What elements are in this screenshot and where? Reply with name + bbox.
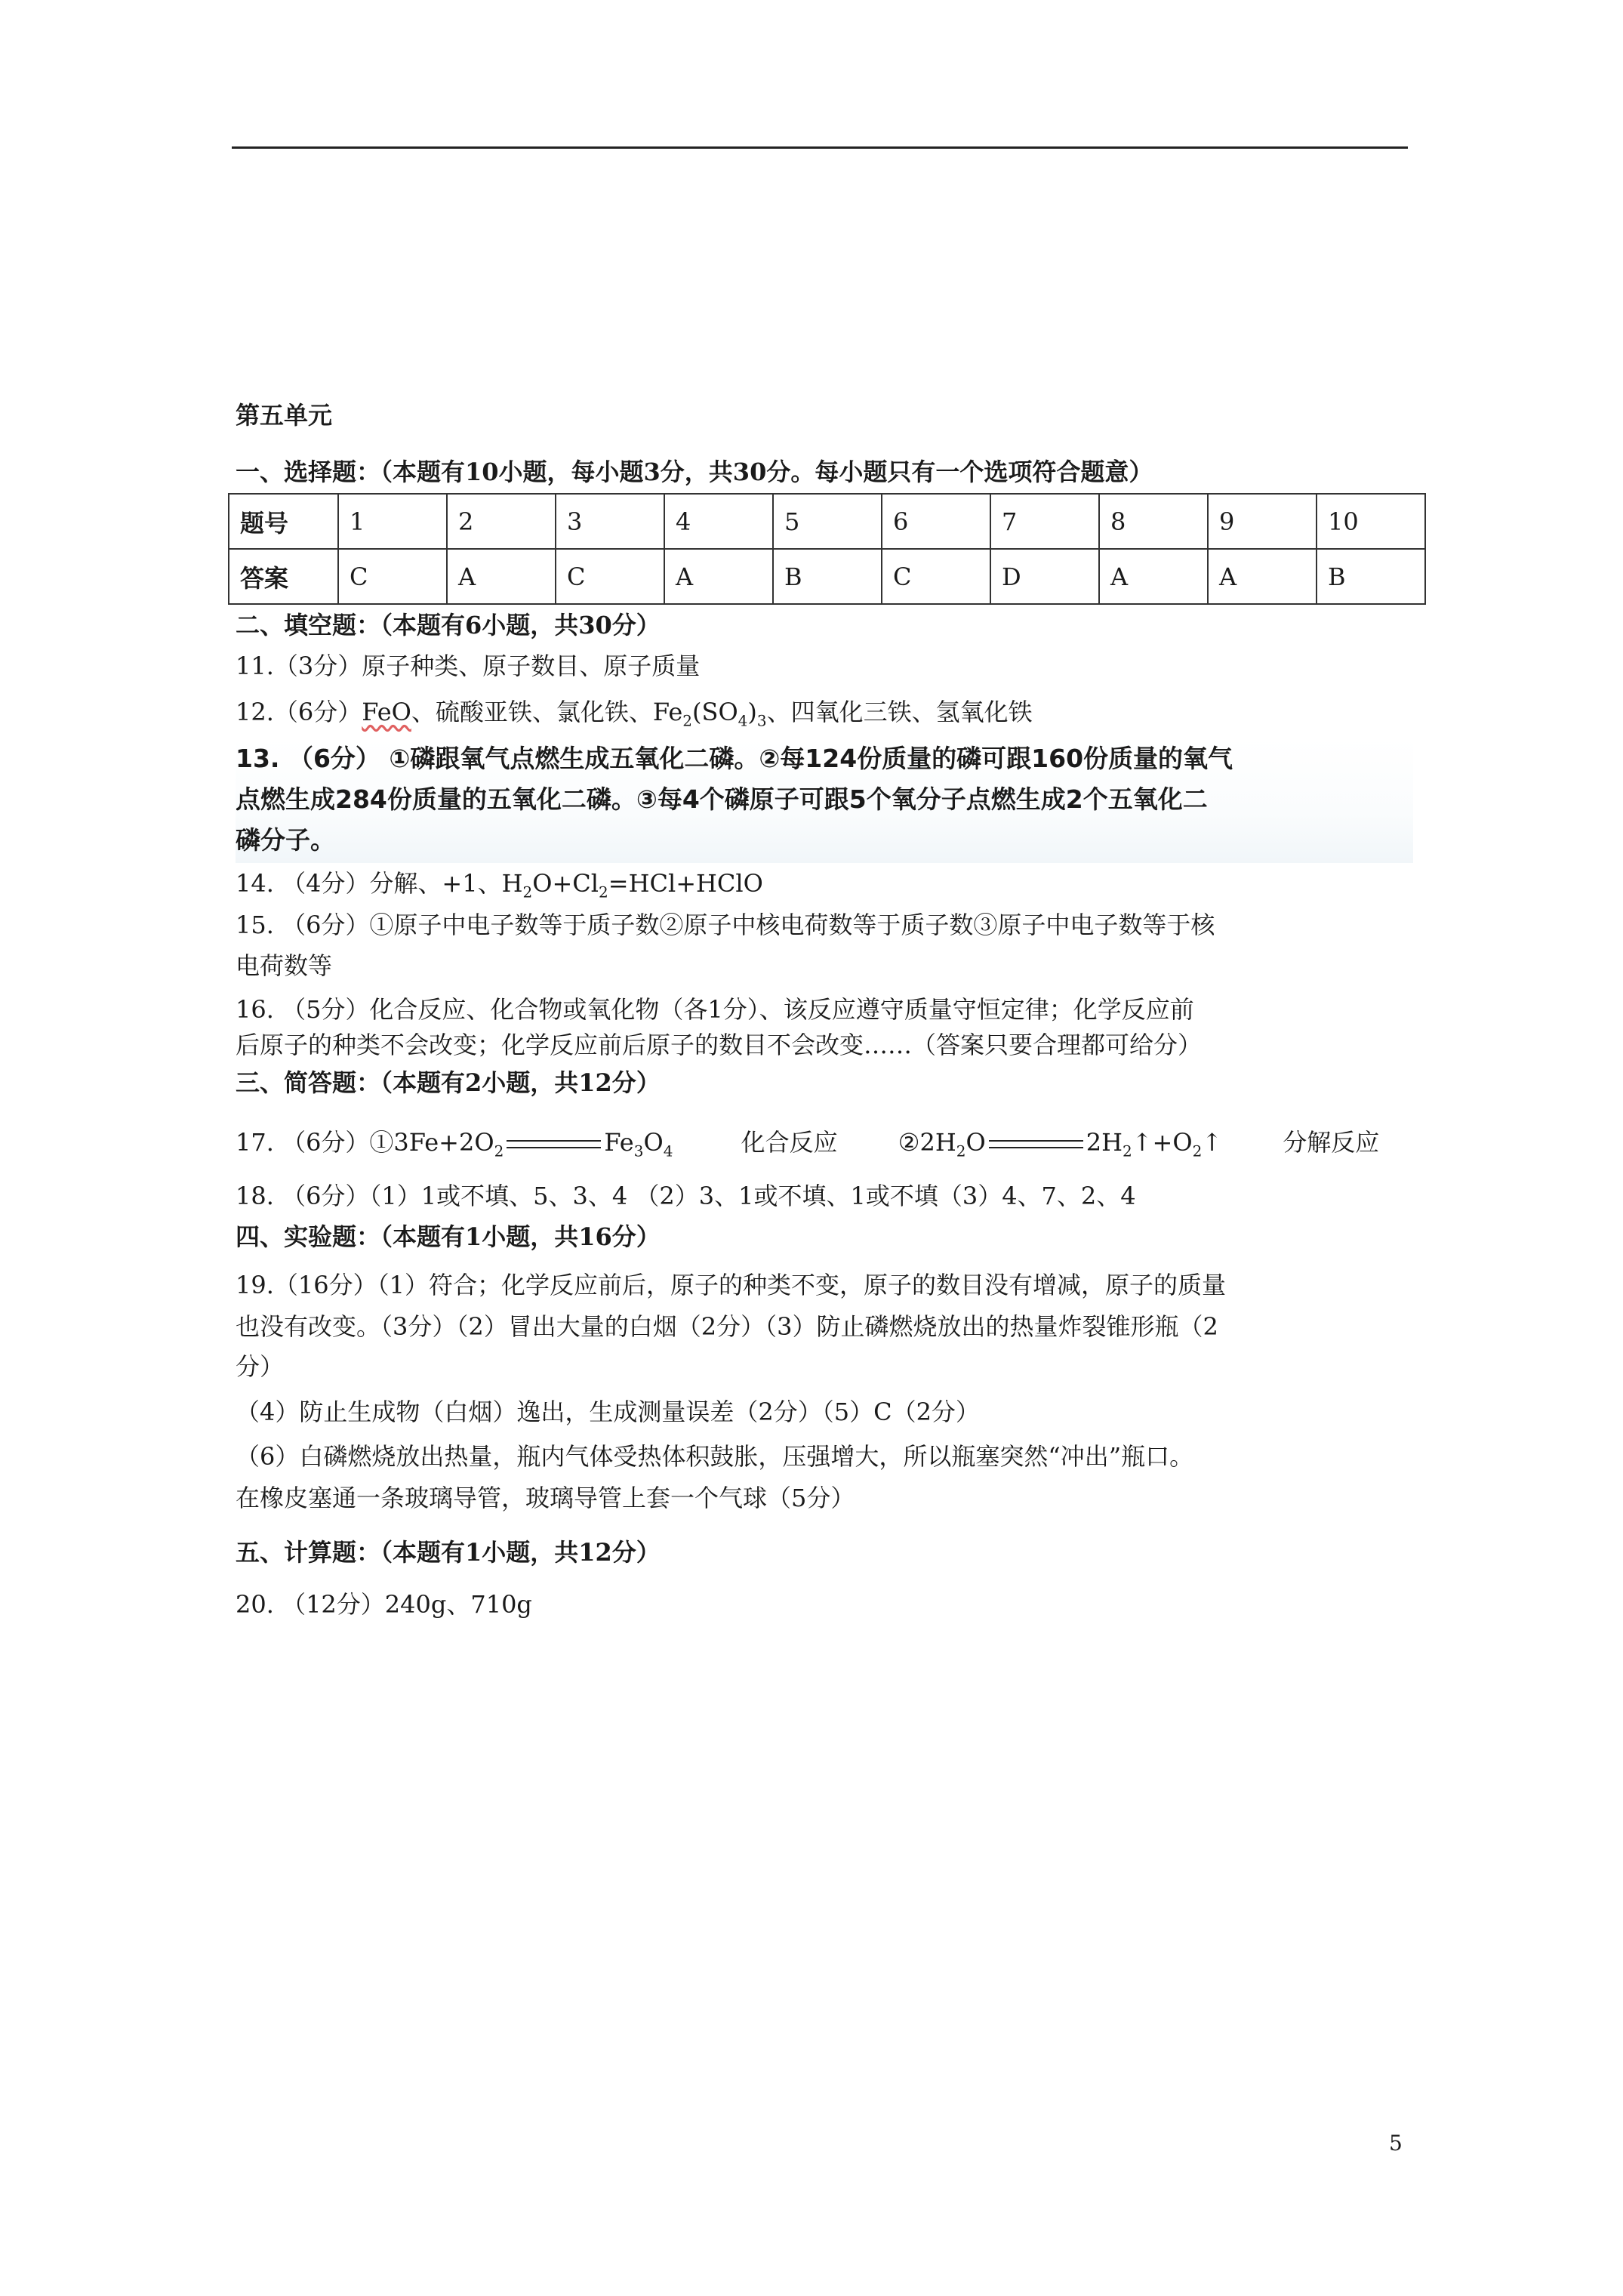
answer-12 (236, 697, 1033, 735)
q17-eq2-end: ↑ (1202, 1128, 1223, 1157)
answer-19-line: 19.（16分）（1）符合；化学反应前后，原子的种类不变，原子的数目没有增减，原子的质量 (236, 1271, 1226, 1299)
table-row-answers (229, 549, 1425, 604)
section-1-title: 一、选择题：（本题有10小题，每小题3分，共30分。每小题只有一个选项符合题意） (236, 458, 1153, 486)
answer-16-line: 16. （5分）化合反应、化合物或氧化物（各1分）、该反应遵守质量守恒定律；化学反应前 (236, 995, 1194, 1024)
answer-19-line: 在橡皮塞通一条玻璃导管，玻璃导管上套一个气球（5分） (236, 1484, 855, 1512)
table-cell: 4 (664, 494, 773, 549)
q14-sub: 2 (599, 883, 608, 901)
answer-13-line: 磷分子。 (236, 825, 335, 855)
answer-13-block (236, 738, 1413, 863)
table-cell: D (990, 549, 1099, 604)
section-2-title: 二、填空题：（本题有6小题，共30分） (236, 611, 661, 639)
reaction-type-1: 化合反应 (741, 1128, 838, 1157)
q14-prefix: 14. （4分）分解、+1、H (236, 869, 523, 898)
table-cell: 10 (1317, 494, 1425, 549)
q12-sub: 4 (738, 711, 748, 730)
q12-sub: 3 (756, 711, 767, 730)
q12-close: ) (747, 698, 757, 726)
q17-product-o: O (643, 1128, 664, 1157)
answer-13-line: 13. （6分） ①磷跟氧气点燃生成五氧化二磷。②每124份质量的磷可跟160份质量的氧气 (236, 744, 1233, 773)
q17-sub: 2 (1192, 1142, 1203, 1160)
table-cell: C (338, 549, 447, 604)
table-cell: 2 (447, 494, 556, 549)
table-cell: 8 (1099, 494, 1208, 549)
table-cell: 3 (556, 494, 664, 549)
q17-eq2-left: ②2H (898, 1128, 956, 1157)
table-cell: 6 (882, 494, 990, 549)
q17-sub: 2 (494, 1142, 504, 1160)
table-cell: C (882, 549, 990, 604)
q14-mid: O+Cl (532, 869, 599, 898)
table-cell: 1 (338, 494, 447, 549)
unit-title: 第五单元 (236, 401, 333, 430)
equals-sign (507, 1140, 601, 1148)
q17-product: Fe (604, 1128, 634, 1157)
q17-eq2-mid: ↑+O (1132, 1128, 1193, 1157)
table-cell: 9 (1208, 494, 1317, 549)
table-cell: A (447, 549, 556, 604)
table-cell: A (1099, 549, 1208, 604)
answer-19-line: （6）白磷燃烧放出热量，瓶内气体受热体积鼓胀，压强增大，所以瓶塞突然“冲出”瓶口。 (236, 1442, 1194, 1471)
q17-eq2-h: 2H (1086, 1128, 1123, 1157)
answer-16-line: 后原子的种类不会改变；化学反应前后原子的数目不会改变……（答案只要合理都可给分） (236, 1031, 1203, 1059)
answer-11: 11.（3分）原子种类、原子数目、原子质量 (236, 652, 701, 680)
answer-table (228, 493, 1426, 605)
q12-sub: 2 (682, 711, 693, 730)
q17-prefix: 17. （6分）①3Fe+2O (236, 1128, 494, 1157)
table-cell: 7 (990, 494, 1099, 549)
answer-15-line: 15. （6分）①原子中电子数等于质子数②原子中核电荷数等于质子数③原子中电子数等于核 (236, 911, 1215, 939)
table-cell: A (664, 549, 773, 604)
answer-17 (236, 1127, 1413, 1166)
answer-15-line: 电荷数等 (236, 951, 333, 980)
table-cell: B (773, 549, 882, 604)
answer-19-line: 分） (236, 1352, 285, 1381)
table-cell: 5 (773, 494, 882, 549)
answer-14 (236, 868, 763, 907)
q17-sub: 2 (1122, 1142, 1132, 1160)
q12-prefix: 12.（6分） (236, 698, 362, 726)
q12-feo: FeO (362, 698, 411, 726)
answer-20: 20. （12分）240g、710g (236, 1590, 532, 1619)
q17-sub: 4 (663, 1142, 673, 1160)
answer-19-line: 也没有改变。（3分）（2）冒出大量的白烟（2分）（3）防止磷燃烧放出的热量炸裂锥形瓶（2 (236, 1312, 1218, 1341)
table-row-numbers (229, 494, 1425, 549)
table-cell: B (1317, 549, 1425, 604)
answer-18: 18. （6分）（1）1或不填、5、3、4 （2）3、1或不填、1或不填（3）4、7、2、4 (236, 1182, 1136, 1210)
table-cell: A (1208, 549, 1317, 604)
reaction-type-2: 分解反应 (1283, 1128, 1380, 1157)
page-number: 5 (1389, 2131, 1403, 2156)
equals-sign (989, 1140, 1083, 1148)
section-4-title: 四、实验题：（本题有1小题，共16分） (236, 1222, 661, 1251)
answer-19-line: （4）防止生成物（白烟）逸出，生成测量误差（2分）（5）C（2分） (236, 1398, 980, 1426)
q17-sub: 2 (956, 1142, 966, 1160)
section-5-title: 五、计算题：（本题有1小题，共12分） (236, 1538, 661, 1567)
q14-sub: 2 (522, 883, 533, 901)
answer-13-line: 点燃生成284份质量的五氧化二磷。③每4个磷原子可跟5个氧分子点燃生成2个五氧化二 (236, 784, 1208, 814)
table-cell: C (556, 549, 664, 604)
q17-eq2-o: O (965, 1128, 986, 1157)
section-3-title: 三、简答题：（本题有2小题，共12分） (236, 1068, 661, 1097)
header-rule (232, 146, 1408, 149)
q12-tail: 、四氧化三铁、氢氧化铁 (766, 698, 1033, 726)
q17-sub: 3 (633, 1142, 644, 1160)
row-label-answers: 答案 (229, 549, 338, 604)
q12-mid: 、硫酸亚铁、氯化铁、Fe (411, 698, 683, 726)
q12-so4: (SO (692, 698, 738, 726)
row-label-numbers: 题号 (229, 494, 338, 549)
q14-tail: =HCl+HClO (608, 869, 763, 898)
